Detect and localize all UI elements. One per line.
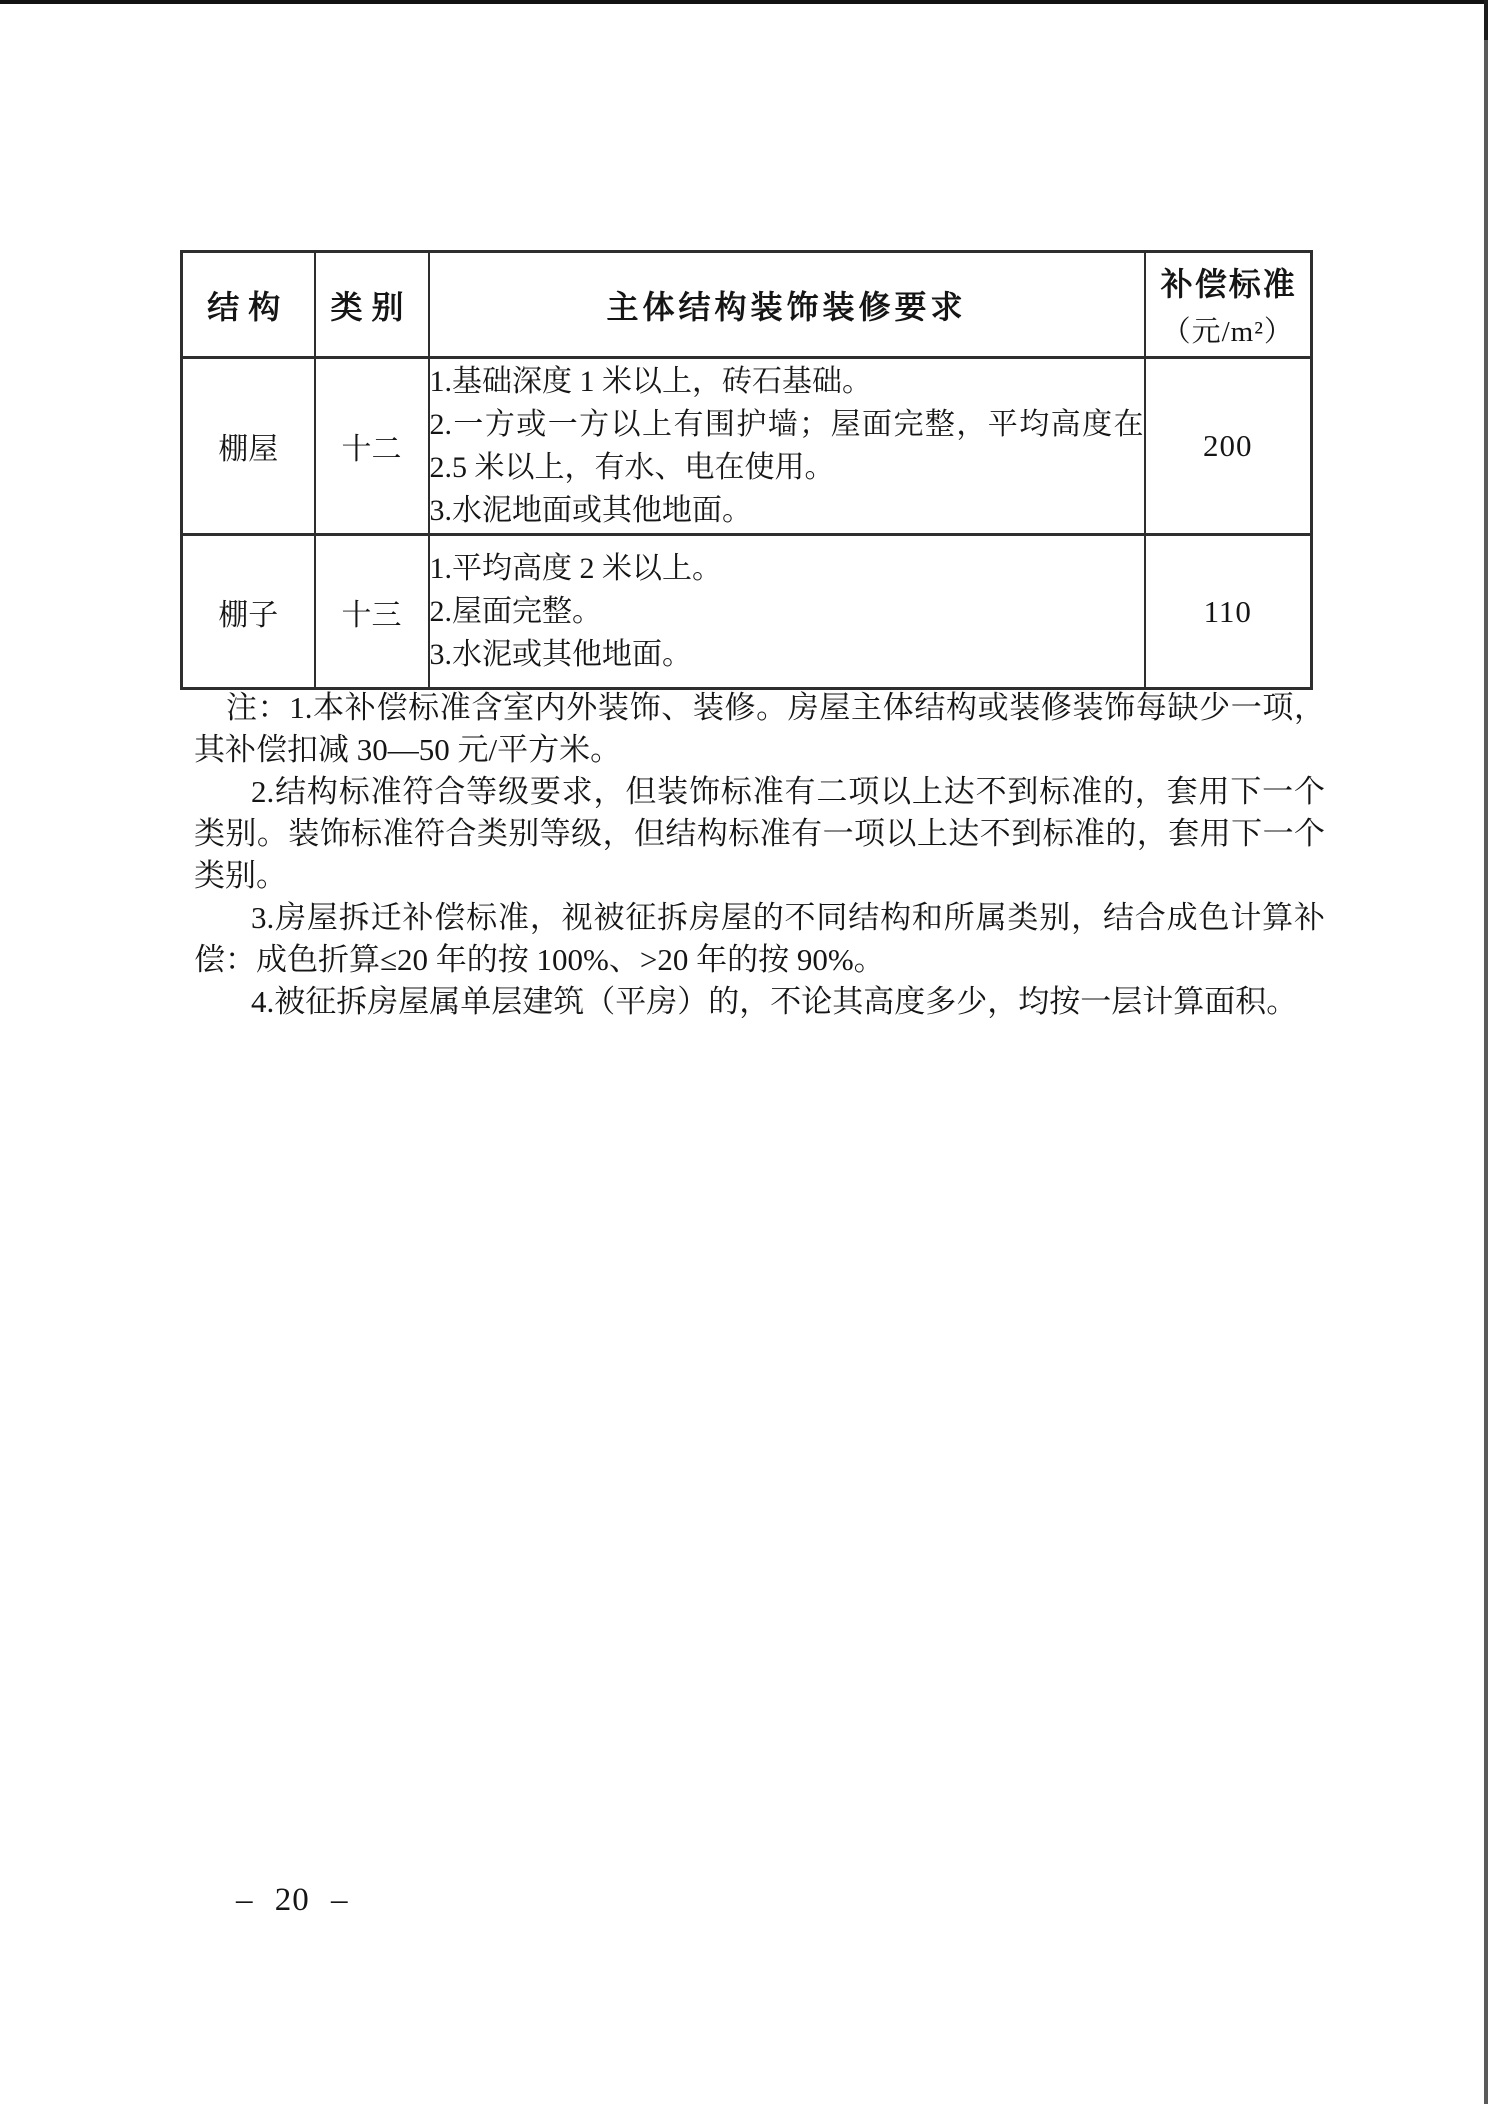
requirement-line: 3.水泥或其他地面。 [429, 638, 692, 671]
note-line: 4.被征拆房屋属单层建筑（平房）的，不论其高度多少，均按一层计算面积。 [251, 984, 1298, 1019]
header-standard-title: 补偿标准 [1160, 266, 1297, 302]
requirement-line: 2.5 米以上，有水、电在使用。 [429, 451, 835, 484]
cell-category: 十二 [315, 358, 429, 535]
header-category: 类别 [315, 252, 429, 358]
cell-structure: 棚子 [182, 535, 315, 689]
note-line: 3.房屋拆迁补偿标准，视被征拆房屋的不同结构和所属类别，结合成色计算补 [251, 900, 1325, 935]
header-standard [1145, 252, 1312, 358]
requirement-line: 2.屋面完整。 [429, 595, 602, 628]
table-row-pengwu [182, 358, 1312, 535]
requirement-line: 1.平均高度 2 米以上。 [429, 552, 722, 585]
notes-section [194, 687, 1325, 1023]
requirement-line: 1.基础深度 1 米以上，砖石基础。 [429, 365, 872, 398]
compensation-table [180, 250, 1313, 690]
note-line: 类别。 [194, 858, 287, 893]
scan-edge-right [1484, 0, 1488, 2104]
note-line: 类别。装饰标准符合类别等级，但结构标准有一项以上达不到标准的，套用下一个 [194, 816, 1325, 851]
scan-edge-top [0, 0, 1488, 4]
table-header-row [182, 252, 1312, 358]
table-row-pengzi [182, 535, 1312, 689]
header-requirements: 主体结构装饰装修要求 [429, 252, 1145, 358]
note-line: 注：1.本补偿标准含室内外装饰、装修。房屋主体结构或装修装饰每缺少一项， [226, 690, 1325, 725]
cell-standard-value: 110 [1145, 535, 1312, 689]
page-number: – 20 – [236, 1882, 349, 1918]
requirement-line: 3.水泥地面或其他地面。 [429, 494, 752, 527]
requirement-line: 2.一方或一方以上有围护墙；屋面完整，平均高度在 [429, 408, 1144, 441]
note-line: 2.结构标准符合等级要求，但装饰标准有二项以上达不到标准的，套用下一个 [251, 774, 1325, 809]
cell-structure: 棚屋 [182, 358, 315, 535]
note-line: 偿：成色折算≤20 年的按 100%、>20 年的按 90%。 [194, 942, 885, 977]
cell-standard-value: 200 [1145, 358, 1312, 535]
header-standard-unit: （元/m²） [1161, 316, 1294, 348]
cell-requirements [429, 358, 1145, 535]
header-structure: 结构 [182, 252, 315, 358]
cell-requirements [429, 535, 1145, 689]
note-line: 其补偿扣减 30—50 元/平方米。 [194, 732, 622, 767]
cell-category: 十三 [315, 535, 429, 689]
